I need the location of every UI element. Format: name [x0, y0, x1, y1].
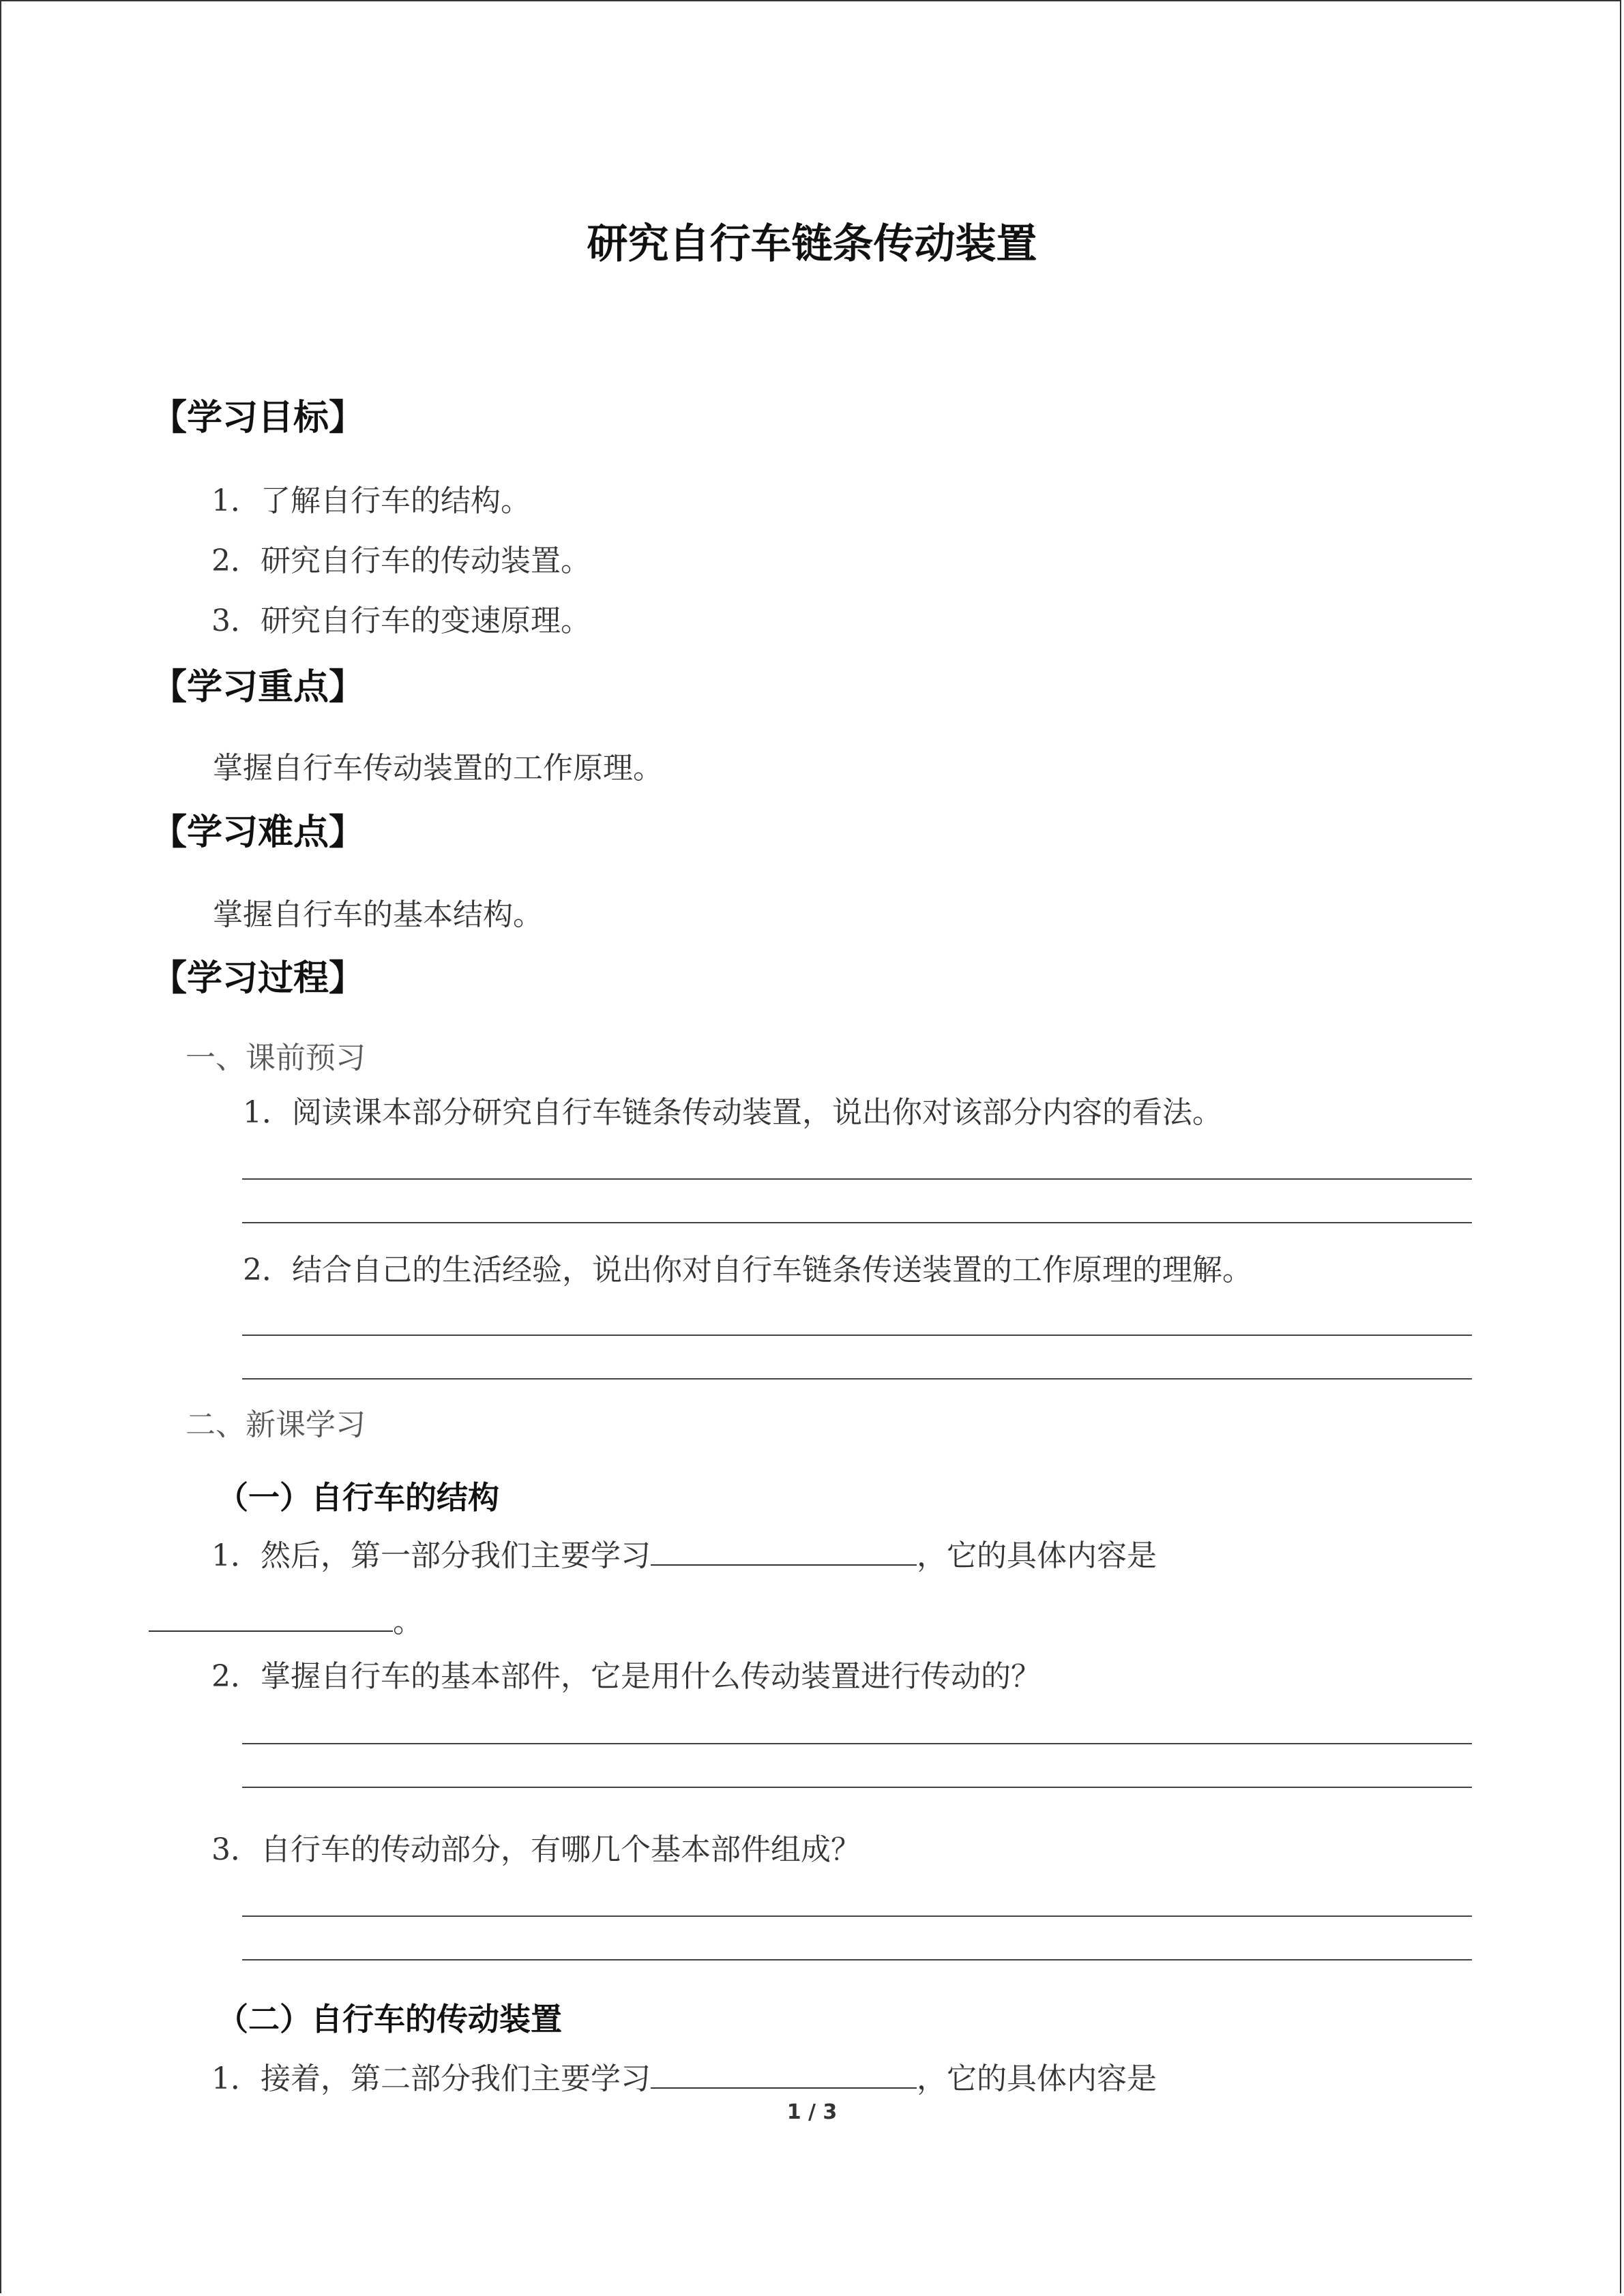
- part1-question-1: [211, 1531, 1157, 1575]
- objective-item-1: 1．了解自行车的结构。: [211, 483, 531, 518]
- part1-question-2: 2．掌握自行车的基本部件，它是用什么传动装置进行传动的？: [211, 1659, 1041, 1694]
- part2-question-1-after: ，它的具体内容是: [917, 2061, 1157, 2096]
- answer-line[interactable]: [242, 1743, 1472, 1744]
- preview-question-2: 2．结合自己的生活经验，说出你对自行车链条传送装置的工作原理的理解。: [243, 1253, 1252, 1287]
- answer-line[interactable]: [242, 1335, 1472, 1336]
- part1-question-3: 3．自行车的传动部分，有哪几个基本部件组成？: [211, 1832, 861, 1867]
- new-lesson-label: 二、新课学习: [186, 1407, 366, 1442]
- part2-question-1: [211, 2054, 1157, 2098]
- page-title: 研究自行车链条传动装置: [587, 220, 1037, 268]
- page-number: 1 / 3: [786, 2100, 838, 2124]
- answer-line[interactable]: [242, 1378, 1472, 1380]
- part1-question-1-cont: [149, 1597, 423, 1641]
- part1-question-1-after: ，它的具体内容是: [917, 1538, 1157, 1573]
- key-points-heading: 【学习重点】: [151, 667, 365, 708]
- part1-question-1-end: 。: [393, 1605, 423, 1639]
- objective-item-3: 3．研究自行车的变速原理。: [211, 603, 591, 638]
- part2-question-1-before: 1．接着，第二部分我们主要学习: [211, 2061, 651, 2096]
- answer-line[interactable]: [242, 1959, 1472, 1960]
- fill-blank[interactable]: [651, 2060, 917, 2089]
- difficulties-heading: 【学习难点】: [151, 812, 365, 853]
- preview-question-1: 1．阅读课本部分研究自行车链条传动装置，说出你对该部分内容的看法。: [243, 1095, 1222, 1130]
- answer-line[interactable]: [242, 1787, 1472, 1788]
- answer-line[interactable]: [242, 1915, 1472, 1917]
- difficulties-text: 掌握自行车的基本结构。: [213, 897, 543, 932]
- process-heading: 【学习过程】: [151, 958, 365, 999]
- answer-line[interactable]: [242, 1222, 1472, 1223]
- preview-label: 一、课前预习: [186, 1041, 366, 1075]
- key-points-text: 掌握自行车传动装置的工作原理。: [213, 751, 663, 786]
- objectives-heading: 【学习目标】: [151, 398, 365, 438]
- objective-item-2: 2．研究自行车的传动装置。: [211, 543, 591, 578]
- fill-blank[interactable]: [149, 1603, 393, 1632]
- fill-blank[interactable]: [651, 1537, 917, 1566]
- part1-heading: （一）自行车的结构: [217, 1479, 499, 1516]
- answer-line[interactable]: [242, 1178, 1472, 1180]
- part2-heading: （二）自行车的传动装置: [217, 2001, 562, 2038]
- part1-question-1-before: 1．然后，第一部分我们主要学习: [211, 1538, 651, 1573]
